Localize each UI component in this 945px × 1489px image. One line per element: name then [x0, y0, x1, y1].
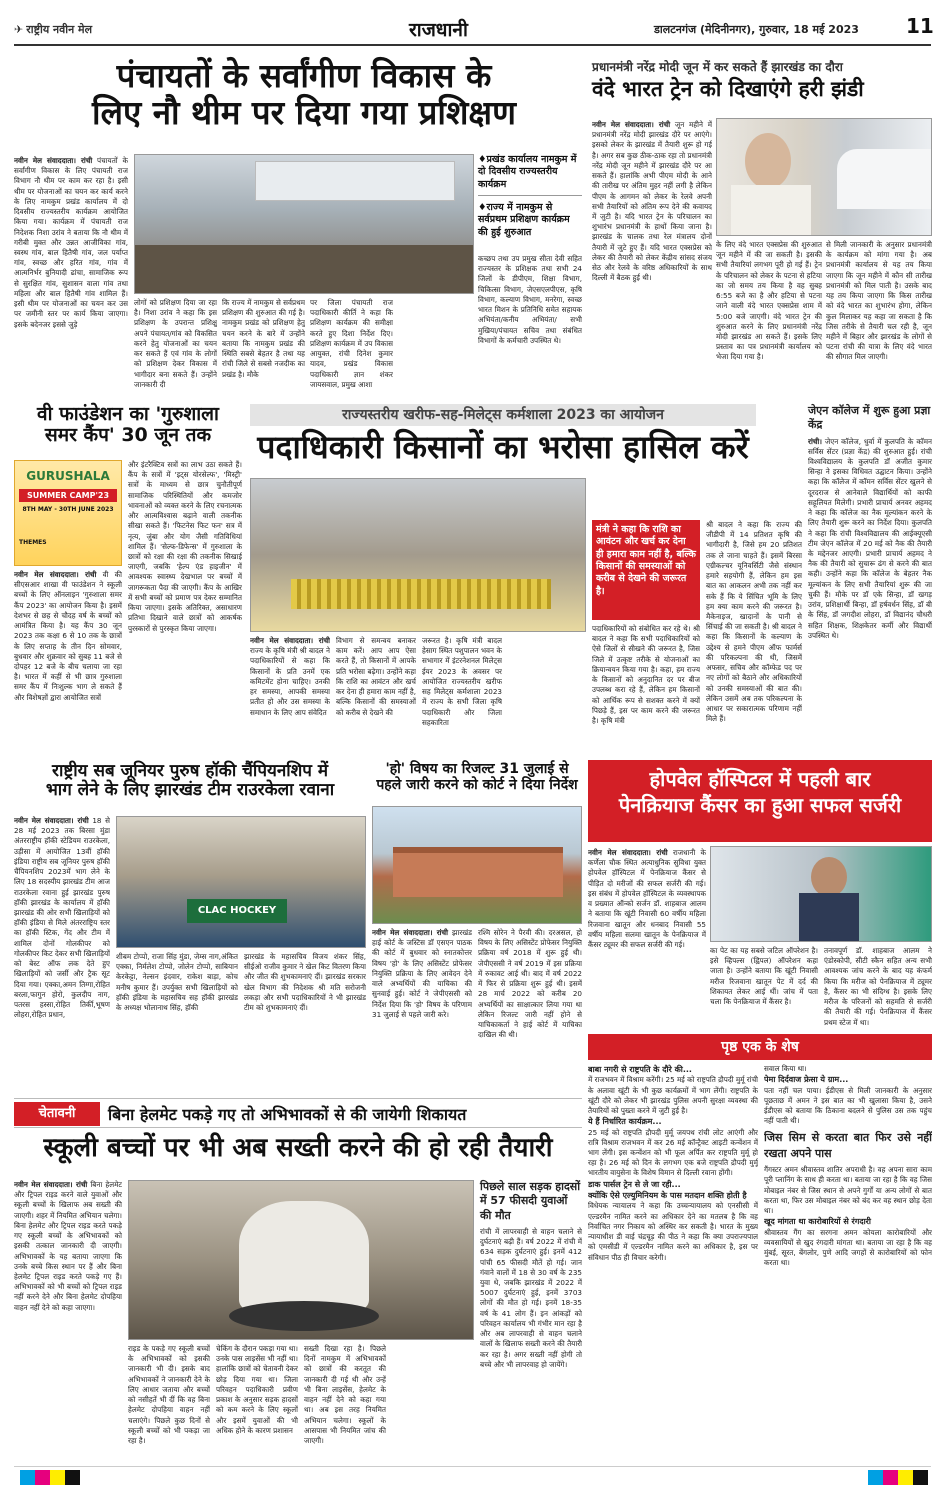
continued-title: बाबा नगरी से राष्ट्रपति के दौरे की...: [588, 1065, 692, 1074]
story-foundation-headline: वी फाउंडेशन का 'गुरुशाला समर कैंप' 30 जून तक: [37, 403, 219, 447]
newspaper-brand: [14, 22, 92, 37]
story-hopewell-headline: होपवेल हॉस्पिटल में पहली बार पेनक्रियाज कैंसर का हुआ सफल सर्जरी: [618, 767, 902, 817]
bird-logo-icon: ✈: [14, 23, 24, 36]
story-hockey-col1: नवीन मेल संवाददाता। रांची 18 से 28 मई 2023 तक बिरसा मुंडा अंतरराष्ट्रीय हॉकी स्टेडियम राउरकेला, उड़ीसा में आयोजित 13वीं हॉकी इंडिया राष्ट्रीय सब जूनियर पुरुष हॉकी चैंपियनशिप 2023में भाग लेने के लिए 18 सदस्यीय झारखंड टीम आज राउरकेला रवाना हुई झारखंड पुरुष हॉकी झारखंड के कार्यालय में हॉकी झारखंड की ओर सभी खिलाड़ियों को हॉकी इंडिया से मिले अंतरराष्ट्रिय स्तर का हॉकी स्टिक, गेंद और टीम में शामिल दोनों गोलकीपर को गोलकीपर किट देकर सभी खिलाड़ियों को बेस्ट ऑफ लक देते हुए खिलाड़ियों को जर्सी और ट्रैक सूट दिया गया। एक्का,अमन तिग्गा,रोहित बरला,फागुन होरो, कुलदीप नाग, पतरस हस्सा,रोहित तिर्की,भूषण लोहरा,रोहित प्रधान,: [14, 816, 110, 1020]
continued-col-b: सवाल किया था। पेमा दिर्दवाज फ्रेसा ये ग्राम... पता नहीं चल पाया। ईडीएस से मिली जानकारी के अनुसार पूछताछ में अमन ने इस बात का भी खुलासा किया है, उसने ईडीएस को बताया कि ठिकाना बदलने से पुलिस उस तक पहुंच नहीं पाती थी। जिस सिम से करता बात फिर उसे नहीं रखता अपने पास गैंगस्टर अमन श्रीवास्तव शातिर अपराधी है। वह अपना सारा काम पूरी प्लानिंग के साथ ही करता था। बताया जा रहा है कि वह जिस मोबाइल नंबर से जिस स्थान से अपने गुर्गों या अन्य लोगों से बात करता था, फिर उस मोबाइल नंबर को बंद कर वह स्थान छोड़ देता था। खूद मांगता था कारोबारियों से रंगदारी श्रीवास्तव गैंग का सरगना अमन कोयला कारोबारियों और व्यवसायियों से खुद रंगदारी मांगता था। बताया जा रहा है कि वह मुंबई, सूरत, बेंगलोर, पुणे आदि जगहों से कारोबारियों को फोन करता था।: [764, 1064, 932, 1268]
dateline: नवीन मेल संवाददाता। रांची: [14, 156, 93, 165]
story-helmet-kicker: बिना हेलमेट पकड़े गए तो अभिभावकों से की जायेगी शिकायत: [108, 1105, 467, 1124]
issue-date: डालटनगंज (मेदिनीनगर), गुरुवार, 18 मई 2023: [654, 23, 859, 36]
story-helmet-headline: स्कूली बच्चों पर भी अब सख्ती करने की हो रही तैयारी: [43, 1133, 553, 1163]
page-number: 11: [906, 14, 934, 38]
story-ho-headline: 'हो' विषय का रिजल्ट 31 जुलाई से पहले जारी करने को कोर्ट ने दिया निर्देश: [376, 761, 578, 793]
training-photo: [134, 154, 474, 294]
sidebar-text: रांची में लापरवाही से वाहन चलाने से दुर्घटनाएं बढ़ी हैं। वर्ष 2022 में रांची में 634 सड़क दुर्घटनाएं हुई। इनमें 412 पांची 65 फीसदी मौतें हो गई। जान गंवाने वालों में 18 से 30 वर्ष के 235 युवा थे, जबकि झारखंड में 2022 में 5007 दुर्घटनाएं हुई, इनमें 3703 लोगों की मौत हो गई। इनमें 18-35 वर्ष के 41 लोग हैं। इन आंकड़ों को परिवहन कार्यालय भी गंभीर मान रहा है और अब लापरवाही से वाहन चलाने वालों के खिलाफ सख्ती करने की तैयारी कर रहा है। अगर सख्ती नहीं होगी तो बच्चे और भी लापरवाह हो जायेंगे।: [480, 1226, 582, 1369]
minister-photo: [250, 478, 586, 632]
continued-subhead: जिस सिम से करता बात फिर उसे नहीं रखता अपने पास: [764, 1131, 932, 1160]
court-building-photo: [372, 806, 582, 924]
story-helmet-col2: राइड के पकड़े गए स्कूली बच्चों के अभिभावकों को इसकी जानकारी भी दी। इसके बाद अभिभावकों ने जानकारी देने के लिए आधार जताया और बच्चों को नसीहतें भी दीं कि वह बिना हेलमेट दोपहिया वाहन नहीं चलाएंगे। पिछले कुछ दिनों से स्कूली बच्चों को भी पकड़ा जा रहा है।: [128, 1344, 210, 1445]
story-helmet-col4: सख्ती दिखा रहा है। पिछले दिनों नामकुम में अभिभावकों को छात्रों की करतूत की जानकारी दी गई थी और उन्हें भी बिना लाइसेंस, हेलमेट के वाहन नहीं देने को कहा गया था। अब इस तरह नियमित अभियान चलेगा। स्कूलों के आसपास भी नियमित जांच की जाएगी।: [304, 1344, 386, 1445]
story-ho-col2: रश्मि सोरेन ने पैरवी की। दरअसल, हो विषय के लिए असिस्टेंट प्रोफेसर नियुक्ति प्रक्रिया वर्ष 2018 में शुरू हुई थी। जेपीएससी ने वर्ष 2019 में इस प्रक्रिया में रुकावट आई थी। बाद में वर्ष 2022 में फिर से प्रक्रिया शुरू हुई थी। इसमें 28 मार्च 2022 को करीब 20 अभ्यर्थियों का साक्षात्कार लिया गया था लेकिन रिजल्ट जारी नहीं होने से याचिकाकर्ता ने हाई कोर्ट में याचिका दाखिल की थी।: [478, 928, 582, 1040]
hopewell-doctors-photo: [710, 846, 932, 942]
masthead: [14, 14, 934, 46]
story-farmers-col4: पदाधिकारियों को संबोधित कर रहे थे। श्री बादल ने कहा कि सभी पदाधिकारियों को ऐसे जिलों से सीखने की जरूरत है, जिस जिले में उत्कृष्ट तरीके से योजनाओं का क्रियान्वयन किया गया है। कहा, हम राज्य के किसानों को अनुदानित दर पर बीज उपलब्ध करा रहे हैं, लेकिन हम किसानों को आर्थिक रूप से सशक्त करने में क्यों पिछड़े हैं, इस पर काम करने की जरूरत है। कृषि मंत्री: [592, 624, 700, 725]
story-jn-text: रांची। जेएन कॉलेज, धुर्वा में कुलपति के कॉमन सर्विस सेंटर (प्रज्ञा केंद्र) की शुरुआत हुई। रांची विश्वविद्यालय के कुलपति डॉ अजीत कुमार सिन्हा ने इसका विधिवत उद्घाटन किया। उन्होंने कहा कि कॉलेज में कॉमन सर्विस सेंटर खुलने से दूरदराज से आनेवाले विद्यार्थियों को काफी सहूलियत मिलेगी। प्रभारी प्राचार्य अनवर अहमद ने कहा कि कॉलेज का नैक मूल्यांकन करने के लिए तैयारी शुरू करने का निर्देश दिया। कुलपति ने कहा कि रांची विश्वविद्यालय की आईक्यूएसी टीम जेएन कॉलेज में 20 मई को नैक की तैयारी के मद्देनजर आएगी। प्रभारी प्राचार्य अहमद ने नैक की तैयारी को सुचारू ढंग से करने की बात कही। उन्होंने कहा कि कॉलेज के बेहतर नैक मूल्यांकन के लिए सभी तैयारियां शुरू की जा चुकी हैं। मौके पर डॉ एके सिन्हा, डॉ खगड़ उरांव, प्रशिक्षार्थी बिन्हा, डॉ हर्षवर्धन सिंह, डॉ बी के सिंह, डॉ जगदीश लोहरा, डॉ विद्यानंद चौधरी सहित शिक्षक, शिक्षकेतर कर्मी और विद्यार्थी उपस्थित थे।: [808, 436, 932, 640]
dateline: नवीन मेल संवाददाता। रांची: [592, 120, 671, 129]
story-modi-col3: से मिली जानकारी के अनुसार प्रधानमंत्री के कार्यक्रम को मांगा गया है। अब प्रधानमंत्री कार्यालय से यह तय किया जाएगा कि जून महीने में कौन सी तारीख प्रधानमंत्री को मिल पाती है। उसके बाद यह तय किया जाएगा कि किस तारीख को वंदे भारत का शुभारंभ होगा, लेकिन कुल मिलाकर यह कहा जा सकता है कि जिस तरीके से तैयारी चल रही है, जून महीने में बिहार और झारखंड के लोगों से पटना रांची की यात्रा के लिए वंदे भारत की सौगात मिल जाएगी।: [826, 240, 932, 362]
story-foundation-col2: और इंटरैक्टिव सत्रों का लाभ उठा सकते हैं। कैंप के सत्रों में 'इट्स योरसेल्फ', 'मिस्ट्री' सत्रों के माध्यम से छात्र चुनौतीपूर्ण सामाजिक परिस्थितियों और कमजोर भावनाओं को व्यक्त करने के लिए रचनात्मक और आत्मविश्वास बढ़ाने वाली तकनीक सीखा सकते हैं। 'फिटनेस फिट फन' सत्र में नृत्य, जुंबा और योग जैसी गतिविधियां शामिल हैं। 'सेल्फ-डिफेन्स' में गुरुशाला के छात्रों को रक्षा की रक्षा की तकनीक सिखाई जाएगी, जबकि 'हेल्प एंड हाइजीन' में आवश्यक स्वास्थ्य देखभाल पर बच्चों में जागरूकता पैदा की जाएगी। कैंप के आखिर में सभी बच्चों को प्रमाण पत्र देकर सम्मानित किया जाएगा। इसके अतिरिक्त, असाधारण प्रतिभा दिखाने वाले छात्रों को आकर्षक पुरस्कारों से पुरस्कृत किया जाएगा।: [128, 460, 242, 633]
poster-themes: THEMES: [19, 539, 47, 546]
story-farmers-col5: श्री बादल ने कहा कि राज्य की जीडीपी में 14 प्रतिशत कृषि की भागीदारी है, जिसे हम 20 प्रतिशत तक ले जाना चाहते हैं। इसमें बिरसा एग्रीकल्चर यूनिवर्सिटी जैसे संस्थान हमारे सहयोगी हैं, लेकिन हम इस बात का आकलन अभी तक नहीं कर सके हैं कि ये सिंचित भूमि के लिए हम क्या काम करने की जरूरत है। मैकेनाइज, खादानों के पानी से सिंचाई की जा सकती है। श्री बादल ने कहा कि किसानों के कल्याण के उद्देश्य से हमने पीएम ऑफ फार्मर्स की परिकल्पना की थी, जिसमें अफसर, सचिव और कॉम्फेड पद पर नए लोगों को बैठाने और अधिकारियों को उनकी समस्याओं की बात की। लेकिन उसमें अब तक परिकल्पना के आधार पर सकारात्मक परिणाम नहीं मिले हैं।: [706, 520, 802, 724]
dateline: नवीन मेल संवाददाता। रांची: [588, 848, 668, 857]
story-farmers-col1: नवीन मेल संवाददाता। रांची राज्य के कृषि मंत्री श्री बादल ने पदाधिकारियों से कहा कि किसानों के प्रति उनमें एक कमिटमेंट होना चाहिए। उनकी हर समस्या, आपकी समस्या प्रतीत हो और उस समस्या के समाधान के लिए आप संवेदित: [250, 636, 330, 717]
story-helmet-sidebar: [480, 1180, 582, 1450]
continued-subtitle: क्योंकि ऐसे एल्युमिनियम के पास मतदान शक्ति होती है: [588, 1191, 747, 1201]
headline-line2: लिए नौ थीम पर दिया गया प्रशिक्षण: [92, 92, 516, 132]
story-modi-col1: नवीन मेल संवाददाता। रांची जून महीने में प्रधानमंत्री नरेंद्र मोदी झारखंड दौरे पर आएंगे। इसको लेकर के झारखंड में तैयारी शुरू हो गई है। अगर सब कुछ ठीक-ठाक रहा तो प्रधानमंत्री नरेंद्र मोदी जून महीने में झारखंड दौरे पर आ सकते हैं। हालांकि अभी पीएम मोदी के आने की तारीख पर अंतिम मुहर नहीं लगी है लेकिन पीएम के आगमन को लेकर के रेलवे अपनी सभी तैयारियों को अंतिम रूप देने की कवायद में जुटी है। यदि भारत ट्रेन के परिचालन का शुभारंभ प्रधानमंत्री के हाथों किया जाना है। झारखंड के चालक तथा रेल मंत्रालय दोनों तैयारी में जुटे हुए हैं। यदि भारत एक्सप्रेस को लेकर की तैयारी को लेकर केंद्रीय सांसद संजय सेठ और रेलवे के वरिष्ठ अधिकारियों के साथ दिल्ली में बैठक हुई थी।: [592, 120, 712, 283]
story-foundation: [14, 404, 242, 750]
continued-col-a: बाबा नगरी से राष्ट्रपति के दौरे की... में राजभवन में विश्राम करेंगी। 25 मई को राष्ट्रपति द्रौपदी मुर्मू रांची के अलावा खूंटी के भी कुछ कार्यक्रमों में भाग लेंगी। राष्ट्रपति के खूंटी दौरे को लेकर भी झारखंड पुलिस अपनी सुरक्षा व्यवस्था की तैयारियों को पुख्ता करने में जुटी हुई है। ये हैं निर्धारित कार्यक्रम... 25 मई को राष्ट्रपति द्रौपदी मुर्मू जयपथ रांची लोट आएंगी और रात्रि विश्राम राजभवन में कर 26 मई कॉन्ट्रैक्ट आइटी कन्वेंशन में भाग लेंगी। इस कन्वेंशन को भी फूल अर्पित कर राष्ट्रपति मुर्मू हो रहा है। 26 मई को दिन के लगभग एक बजे राष्ट्रपति द्रौपदी मुर्मू भारतीय वायुसेना के विशेष विमान से दिल्ली रवाना होंगी। डाक पार्सल ट्रेन से ले जा रही... क्योंकि ऐसे एल्युमिनियम के पास मतदान शक्ति होती है विधेयक न्यायालय ने कहा कि उच्चन्यायालय को एनसीसी में एल्डरमैन नामित करने का अधिकार देने का मतलब है कि वह निर्वाचित नगर निकाय को अस्थिर कर सकती है। भारत के मुख्य न्यायाधीश डी वाई चंद्रचूड़ की पीठ ने कहा कि क्या उपराज्यपाल को एमसीडी में एल्डरमैन नामित करने का अधिकार है, इस पर संविधान पीठ ही विचार करेगी।: [588, 1065, 758, 1262]
warning-label: चेतावनी: [14, 1102, 100, 1126]
story-panchayat: [14, 58, 584, 396]
dateline: नवीन मेल संवाददाता। रांची: [14, 570, 97, 579]
story-helmet-col1: नवीन मेल संवाददाता। रांची बिना हेलमेट और ट्रिपल राइड करने वाले युवाओं और स्कूली बच्चों के खिलाफ अब सख्ती की जाएगी। शहर में नियमित अभियान चलेगा। बिना हेलमेट और ट्रिपल राइड करते पकड़े गए स्कूली बच्चों के अभिभावकों को इसकी तत्काल जानकारी दी जाएगी। अभिभावकों के यह बताया जाएगा कि उनके बच्चे किस स्थान पर हैं और बिना हेलमेट ट्रिपल राइड करते पकड़े गए हैं। अभिभावकों को भी बच्चों को ट्रिपल राइड नहीं करने देने और बिना हेलमेट दोपहिया वाहन नहीं देने को कहा जाएगा।: [14, 1180, 122, 1312]
bullet-point: ♦प्रखंड कार्यालय नामकुम में दो दिवसीय राज्यस्तरीय कार्यक्रम: [478, 154, 582, 196]
story-ho-result: [372, 762, 582, 1092]
poster-title: GURUSHALA: [26, 469, 110, 483]
story-hopewell-banner: [588, 760, 932, 842]
story-farmers-quote: मंत्री ने कहा कि राशि का आवंटन और खर्च कर देना ही हमारा काम नहीं है, बल्कि किसानों की समस्याओं को करीब से देखने की जरूरत है।: [592, 520, 700, 620]
story-hockey: [14, 762, 366, 1092]
story-panchayat-col3: कि राज्य में नामकुम से सर्वप्रथम प्रशिक्षण की शुरुआत की गई है। नामकुम प्रखंड को प्रशिक्षण हेतु चयन करने के बारे में उन्होंने बताया कि नामकुम प्रखंड की स्थिति सबसे बेहतर है तथा यह रांची जिले से सबसे नजदीक का प्रखंड है। मौके: [222, 298, 305, 379]
photo-banner: CLAC HOCKEY: [187, 899, 287, 923]
story-hopewell-col3: तनावपूर्ण डॉ. शाहबाज आलम ने एंडोस्कोपी, सीटी स्कैन सहित अन्य सभी आवश्यक जांच करने के बाद यह कंफर्म किया कि मरीज को पेनक्रियाज में ट्यूमर है, कैंसर का भी संदिग्ध है। इसके लिए मरीज के परिजनों को सहमति से सर्जरी की तैयारी की गई। पेनक्रियाज में कैंसर प्रथम स्टेज में था।: [824, 946, 932, 1027]
story-jn-college: [808, 404, 932, 750]
story-hopewell-col2: का पेट का यह सबसे जटिल ऑपरेशन है। इसे व्हिपल्स (ह्विपल) ऑपरेशन कहा जाता है। उन्होंने बताया कि खूंटी निवासी मरीज रिजवाना खातून पेट में दर्द की शिकायत लेकर आई थीं। जांच में पता चला कि पेनक्रियाज में कैंसर है।: [710, 946, 818, 1007]
story-panchayat-col5: कच्छप तथा उप प्रमुख सीता देवी सहित राज्यस्तर के प्रशिक्षक तथा सभी 24 जिलों के डीपीएम, शिक्षा विभाग, चिकित्सा विभाग, जेएसएलपीएस, कृषि विभाग, कल्याण विभाग, मनरेगा, स्वच्छ भारत मिशन के प्रतिनिधि समेत सहायक अभियंता/कनीय अभियंता/ सभी मुखिया/पंचायत सचिव तथा संबंधित विभागों के कर्मचारी उपस्थित थे।: [478, 254, 582, 345]
continued-subtitle: डाक पार्सल ट्रेन से ले जा रही...: [588, 1179, 681, 1189]
story-panchayat-headline: [34, 58, 574, 132]
story-modi: [592, 58, 932, 396]
gurushala-poster: [14, 460, 122, 566]
continued-banner: पृष्ठ एक के शेष: [588, 1034, 932, 1060]
story-farmers-kicker-band: [250, 404, 756, 426]
story-helmet-kicker-band: [14, 1098, 582, 1128]
story-modi-col2: के लिए वंदे भारत एक्सप्रेस की शुरुआत जून महीने में की जा सकती है। इसकी सभी तैयारियां लगभग पूरी हो गई हैं। ट्रेन के परिचालन को लेकर के पटना से हटिया का जो समय तय किया है वह सुबह 6:55 बजे का है और हटिया से पटना जाने वाली वंदे भारत एक्सप्रेस शाम में 5:00 बजे जाएगी। वंदे भारत ट्रेन की शुरुआत करने के लिए प्रधानमंत्री नरेंद्र मोदी झारखंड आ सकते हैं। इसके लिए प्रस्ताव का पत्र प्रधानमंत्री कार्यालय को भेजा दिया गया है।: [716, 240, 822, 362]
story-farmers-headline: पदाधिकारी किसानों का भरोसा हासिल करें: [257, 428, 749, 466]
print-color-strip: [20, 1470, 80, 1485]
poster-dates: 8TH MAY - 30TH JUNE 2023: [22, 506, 114, 513]
story-farmers-kicker: राज्यस्तरीय खरीफ-सह-मिलेट्स कर्मशाला 2023 का आयोजन: [342, 407, 664, 423]
dateline: नवीन मेल संवाददाता। रांची: [14, 1180, 88, 1189]
dateline: नवीन मेल संवाददाता। रांची: [250, 636, 330, 645]
section-title: राजधानी: [409, 19, 468, 41]
students-on-bike-photo: [128, 1180, 474, 1340]
story-hockey-headline: राष्ट्रीय सब जूनियर पुरुष हॉकी चैंपियनशिप में भाग लेने के लिए झारखंड टीम राउरकेला रवाना: [45, 761, 335, 801]
headline-line1: पंचायतों के सर्वांगीण विकास के: [116, 56, 492, 95]
story-helmet-col3: चेकिंग के दौरान पकड़ा गया था। उनके पास लाइसेंस भी नहीं था। हालांकि छात्रों को चेतावनी देकर छोड़ दिया गया था। जिला परिवहन पदाधिकारी प्रवीण प्रकाश के अनुसार सड़क हादसों को कम करने के लिए स्कूलों और इसमें युवाओं की भी अधिक होने के कारण प्रशासन: [216, 1344, 298, 1435]
dateline: रांची।: [808, 436, 822, 446]
brand-name: राष्ट्रीय नवीन मेल: [26, 23, 93, 36]
story-modi-headline: वंदे भारत ट्रेन को दिखाएंगे हरी झंडी: [592, 77, 864, 101]
dateline: नवीन मेल संवाददाता। रांची: [14, 816, 89, 825]
story-panchayat-col4: पर जिला पंचायती राज पदाधिकारी कीर्ति ने कहा कि प्रशिक्षण कार्यक्रम की समीक्षा करते हुए दिशा निर्देश दिए। प्रशिक्षण कार्यक्रम में उप विकास आयुक्त, रांची दिनेश कुमार यादव, प्रखंड विकास पदाधिकारी ज्ञान शंकर जायसवाल, प्रमुख आशा: [310, 298, 393, 389]
story-panchayat-col1: नवीन मेल संवाददाता। रांची पंचायतों के सर्वांगीण विकास के लिए पंचायती राज विभाग नौ थीम पर काम कर रहा है। इसी थीम पर योजनाओं का चयन कर कार्य करने के लिए नामकुम प्रखंड कार्यालय में दो दिवसीय राज्यस्तरीय कार्यक्रम आयोजित किया गया। कार्यक्रम में पंचायती राज निदेशक निशा उरांव ने बताया कि नौ थीम में गरीबी मुक्त और उन्नत आजीविका गांव, स्वस्थ गांव, बाल हितैषी गांव, जल पर्याप्त गांव, स्वच्छ और हरित गांव, गांव में आत्मनिर्भर बुनियादी ढांचा, सामाजिक रूप से सुरक्षित गांव, सुशासन वाला गांव तथा महिला और बाल हितैषी गांव शामिल हैं। इसी थीम पर योजनाओं का चयन कर उस पर जमीनी स्तर पर कार्य किया जाएगा। इसके बदेनजर इससे जुड़े: [14, 156, 128, 329]
story-jn-headline: जेएन कॉलेज में शुरू हुआ प्रज्ञा केंद्र: [808, 404, 931, 432]
story-ho-col1: नवीन मेल संवाददाता। रांची झारखंड हाई कोर्ट के जस्टिस डॉ एसएन पाठक की कोर्ट में बुधवार को स्नातकोत्तर विषय 'हो' के लिए असिस्टेंट प्रोफेसर नियुक्ति प्रक्रिया के लिए आवेदन देने वाले अभ्यर्थियों की याचिका की सुनवाई हुई। कोर्ट ने जेपीएससी को निर्देश दिया कि 'हो' विषय के परिणाम 31 जुलाई से पहले जारी करे।: [372, 928, 472, 1019]
print-color-strip-right: [868, 1470, 928, 1485]
poster-subtitle: SUMMER CAMP'23: [19, 489, 117, 502]
story-hockey-col3: झारखंड के महासचिव विजय शंकर सिंह, सीईओ राजीव कुमार ने खेल किट वितरण किया और जीत की शुभकामनाएं दीं। झारखंड सरकार खेल विभाग की निदेशक श्री मति सरोजनी लकड़ा और सभी पदाधिकारियों ने भी झारखंड टीम को शुभकामनाएं दीं।: [244, 952, 366, 1013]
story-foundation-col1: नवीन मेल संवाददाता। रांची वी की सीएसआर शाखा वी फाउंडेशन ने स्कूली बच्चों के लिए ऑनलाइन 'गुरुशाला समर कैंप 2023' का आयोजन किया है। इसमें देशभर से छह से चौदह वर्ष के बच्चों को आमंत्रित किया है। यह कैंप 30 जून 2023 तक कक्षा 6 से 10 तक के छात्रों के लिए सप्ताह के तीन दिन सोमवार, बुधवार और शुक्रवार को सुबह 11 बजे से दोपहर 12 बजे के बीच चलाया जा रहा है। भारत में कहीं से भी छात्र गुरुशाला समर कैंप में निःशुल्क भाग ले सकते हैं और विशेषज्ञों द्वारा आयोजित सत्रों: [14, 570, 122, 702]
bullet-point: ♦राज्य में नामकुम से सर्वप्रथम प्रशिक्षण कार्यक्रम की हुई शुरुआत: [478, 202, 570, 238]
story-panchayat-col2: लोगों को प्रशिक्षण दिया जा रहा है। निशा उरांव ने कहा कि इस प्रशिक्षण के उपरान्त प्रशिक्षु अपने पंचायत/गांव को विकसित करने हेतु योजनाओं का चयन कर सकते हैं एवं गांव के लोगों को प्रशिक्षण देकर विकास में भागीदार बना सकते हैं। उन्होंने जानकारी दी: [134, 298, 217, 389]
hockey-team-photo: [116, 816, 366, 948]
story-farmers-col2: विभाग से समन्वय बनाकर काम करें। आप आप ऐसा करते हैं, तो किसानों में आपके प्रति भरोसा बढ़ेगा। उन्होंने कहा कि राशि का आवंटन और खर्च कर देना ही हमारा काम नहीं है, बल्कि किसानों की समस्याओं को करीब से देखने की: [336, 636, 416, 717]
continued-title: पेमा दिर्दवाज फ्रेसा ये ग्राम...: [764, 1075, 849, 1085]
story-farmers-col3: जरूरत है। कृषि मंत्री बादल हेसाग स्थित पशुपालन भवन के सभागार में इंटरनेशनल मिलेट्स ईयर 2023 के अवसर पर आयोजित राज्यस्तरीय खरीफ सह मिलेट्स कर्मशाला 2023 में राज्य के सभी जिला कृषि पदाधिकारी और जिला सहकारिता: [422, 636, 502, 727]
footer-rule: [14, 1466, 931, 1467]
story-modi-headline-top: प्रधानमंत्री नरेंद्र मोदी जून में कर सकते हैं झारखंड का दौरा: [592, 60, 843, 74]
sidebar-title: पिछले साल सड़क हादसों में 57 फीसदी युवाओं की मौत: [480, 1180, 581, 1222]
story-hockey-col2: शीबम टोप्पो, राजा सिंह मुंडा, जेम्स नाग,अंकित एक्का, निर्मलेश टोप्पो, जोलेन टोप्पो, साबियान केरकेट्टा, नेल्सन इंदवार, राकेश बाड़ा, कोच मनीष कुमार हैं। उपर्युक्त सभी खिलाड़ियों को हॉकी इंडिया के महासचिव सह हॉकी झारखंड के अध्यक्ष भोलानाथ सिंह, हॉकी: [116, 952, 238, 1013]
continued-subtitle: खूद मांगता था कारोबारियों से रंगदारी: [764, 1217, 871, 1227]
story-hopewell-col1: नवीन मेल संवाददाता। रांची राजधानी के कर्णेला चौक स्थित अत्याधुनिक सुविधा युक्त होपवेल हॉस्पिटल में पेनक्रियाज कैंसर से पीड़ित दो मरीजों की सफल सर्जरी की गई। इस संबंध में होपवेल हॉस्पिटल के व्यवस्थापक व प्रख्यात ऑन्को सर्जन डॉ. शाहबाज आलम ने बताया कि खूंटी निवासी 60 वर्षीय महिला रिजवाना खातून और धनबाद निवासी 55 वर्षीय महिला सलमा खातून के पेनक्रियाज में कैंसर ट्यूमर की सफल सर्जरी की गई।: [588, 848, 706, 949]
modi-train-photo: [716, 118, 932, 236]
dateline: नवीन मेल संवाददाता। रांची: [372, 928, 448, 937]
continued-subtitle: ये हैं निर्धारित कार्यक्रम...: [588, 1117, 662, 1127]
